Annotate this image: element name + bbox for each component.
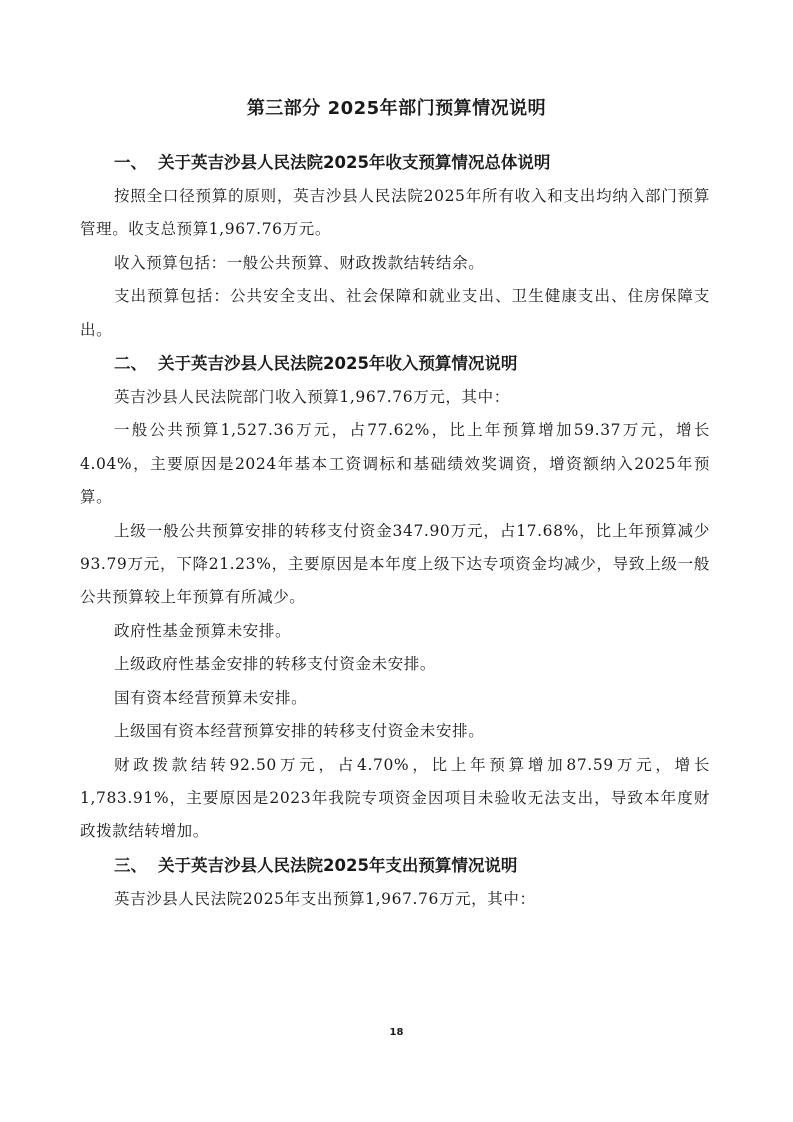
- section-number: 三、: [114, 855, 147, 875]
- document-body: [80, 146, 710, 916]
- section-heading: [80, 146, 710, 180]
- paragraph: 国有资本经营预算未安排。: [114, 688, 308, 707]
- paragraph: 财政拨款结转92.50万元，占4.70%，比上年预算增加87.59万元，增长1,783.91%，主要原因是2023年我院专项资金因项目未验收无法支出，导致本年度财政拨款结转增加。: [80, 755, 710, 841]
- paragraph: 按照全口径预算的原则，英吉沙县人民法院2025年所有收入和支出均纳入部门预算管理。收支总预算1,967.76万元。: [80, 187, 710, 239]
- section-number: 一、: [114, 153, 147, 172]
- section-heading: [80, 347, 710, 381]
- page-number: 18: [389, 1027, 404, 1038]
- section-heading: [80, 849, 710, 883]
- paragraph: 政府性基金预算未安排。: [114, 621, 292, 640]
- paragraph: 英吉沙县人民法院2025年支出预算1,967.76万元，其中：: [114, 889, 536, 908]
- paragraph: 收入预算包括：一般公共预算、财政拨款结转结余。: [114, 253, 485, 272]
- section-heading-text: 关于英吉沙县人民法院2025年支出预算情况说明: [158, 855, 518, 875]
- paragraph: 英吉沙县人民法院部门收入预算1,967.76万元，其中：: [114, 388, 510, 407]
- section-heading-text: 关于英吉沙县人民法院2025年收支预算情况总体说明: [158, 153, 551, 172]
- paragraph: 上级国有资本经营预算安排的转移支付资金未安排。: [114, 722, 485, 741]
- paragraph: 上级政府性基金安排的转移支付资金未安排。: [114, 655, 437, 674]
- paragraph: 上级一般公共预算安排的转移支付资金347.90万元，占17.68%，比上年预算减少93.79万元，下降21.23%，主要原因是本年度上级下达专项资金均减少，导致上级一般公共预算较上年预算有所减少。: [80, 521, 710, 607]
- paragraph: 支出预算包括：公共安全支出、社会保障和就业支出、卫生健康支出、住房保障支出。: [80, 287, 710, 339]
- section-heading-text: 关于英吉沙县人民法院2025年收入预算情况说明: [158, 354, 518, 374]
- paragraph: 一般公共预算1,527.36万元，占77.62%，比上年预算增加59.37万元，增长4.04%，主要原因是2024年基本工资调标和基础绩效奖调资，增资额纳入2025年预算。: [80, 421, 710, 507]
- section-number: 二、: [114, 354, 147, 374]
- document-title: 第三部分 2025年部门预算情况说明: [246, 98, 547, 119]
